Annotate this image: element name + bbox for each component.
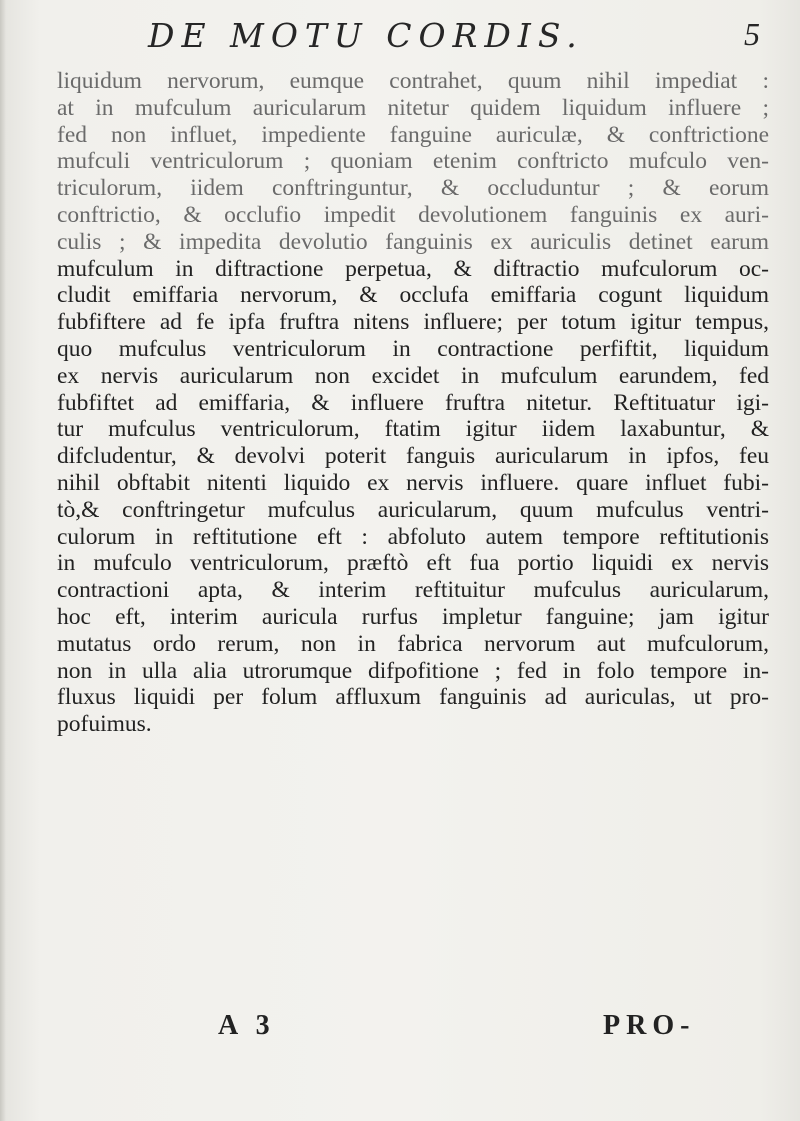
page-number: 5 xyxy=(744,16,760,52)
text-line: mutatus ordo rerum, non in fabrica nervorum aut mufculorum, xyxy=(57,630,769,657)
text-line: tò,& conftringetur mufculus auricularum, quum mufculus ventri- xyxy=(57,496,769,523)
page-header xyxy=(0,2,800,60)
text-line: ex nervis auricularum non excidet in mufculum earundem, fed xyxy=(57,362,769,389)
text-line: quo mufculus ventriculorum in contractione perfiftit, liquidum xyxy=(57,335,769,362)
running-title: DE MOTU CORDIS. xyxy=(148,16,584,55)
text-line: tur mufculus ventriculorum, ftatim igitur iidem laxabuntur, & xyxy=(57,416,769,443)
text-line: triculorum, iidem conftringuntur, & occluduntur ; & eorum xyxy=(57,175,769,202)
text-line: culis ; & impedita devolutio fanguinis ex auriculis detinet earum xyxy=(57,228,769,255)
catchword: PRO- xyxy=(603,1010,696,1041)
text-line: conftrictio, & occlufio impedit devolutionem fanguinis ex auri- xyxy=(57,201,769,228)
text-line: mufculum in diftractione perpetua, & diftractio mufculorum oc- xyxy=(57,255,769,282)
text-line: fluxus liquidi per folum affluxum fanguinis ad auriculas, ut pro- xyxy=(57,684,769,711)
text-line: pofuimus. xyxy=(57,711,152,738)
spine-shadow xyxy=(0,0,6,1121)
text-line: mufculi ventriculorum ; quoniam etenim conftricto mufculo ven- xyxy=(57,148,769,175)
signature-mark: A 3 xyxy=(218,1010,276,1041)
body-text xyxy=(57,68,769,738)
text-line: fubfiftere ad fe ipfa fruftra nitens influere; per totum igitur tempus, xyxy=(57,309,769,336)
text-line: in mufculo ventriculorum, præftò eft fua portio liquidi ex nervis xyxy=(57,550,769,577)
text-line: fubfiftet ad emiffaria, & influere fruftra nitetur. Reftituatur igi- xyxy=(57,389,769,416)
text-line: at in mufculum auricularum nitetur quidem liquidum influere ; xyxy=(57,94,769,121)
text-line: contractioni apta, & interim reftituitur mufculus auricularum, xyxy=(57,577,769,604)
text-line: difcludentur, & devolvi poterit fanguis auricularum in ipfos, feu xyxy=(57,443,769,470)
text-line: non in ulla alia utrorumque difpofitione ; fed in folo tempore in- xyxy=(57,657,769,684)
text-line: fed non influet, impediente fanguine auriculæ, & conftrictione xyxy=(57,121,769,148)
text-line: liquidum nervorum, eumque contrahet, quum nihil impediat : xyxy=(57,68,769,94)
page-footer xyxy=(0,1010,800,1060)
text-line: nihil obftabit nitenti liquido ex nervis influere. quare influet fubi- xyxy=(57,469,769,496)
text-line: hoc eft, interim auricula rurfus impletur fanguine; jam igitur xyxy=(57,603,769,630)
text-line: culorum in reftitutione eft : abfoluto autem tempore reftitutionis xyxy=(57,523,769,550)
text-line: cludit emiffaria nervorum, & occlufa emiffaria cogunt liquidum xyxy=(57,282,769,309)
